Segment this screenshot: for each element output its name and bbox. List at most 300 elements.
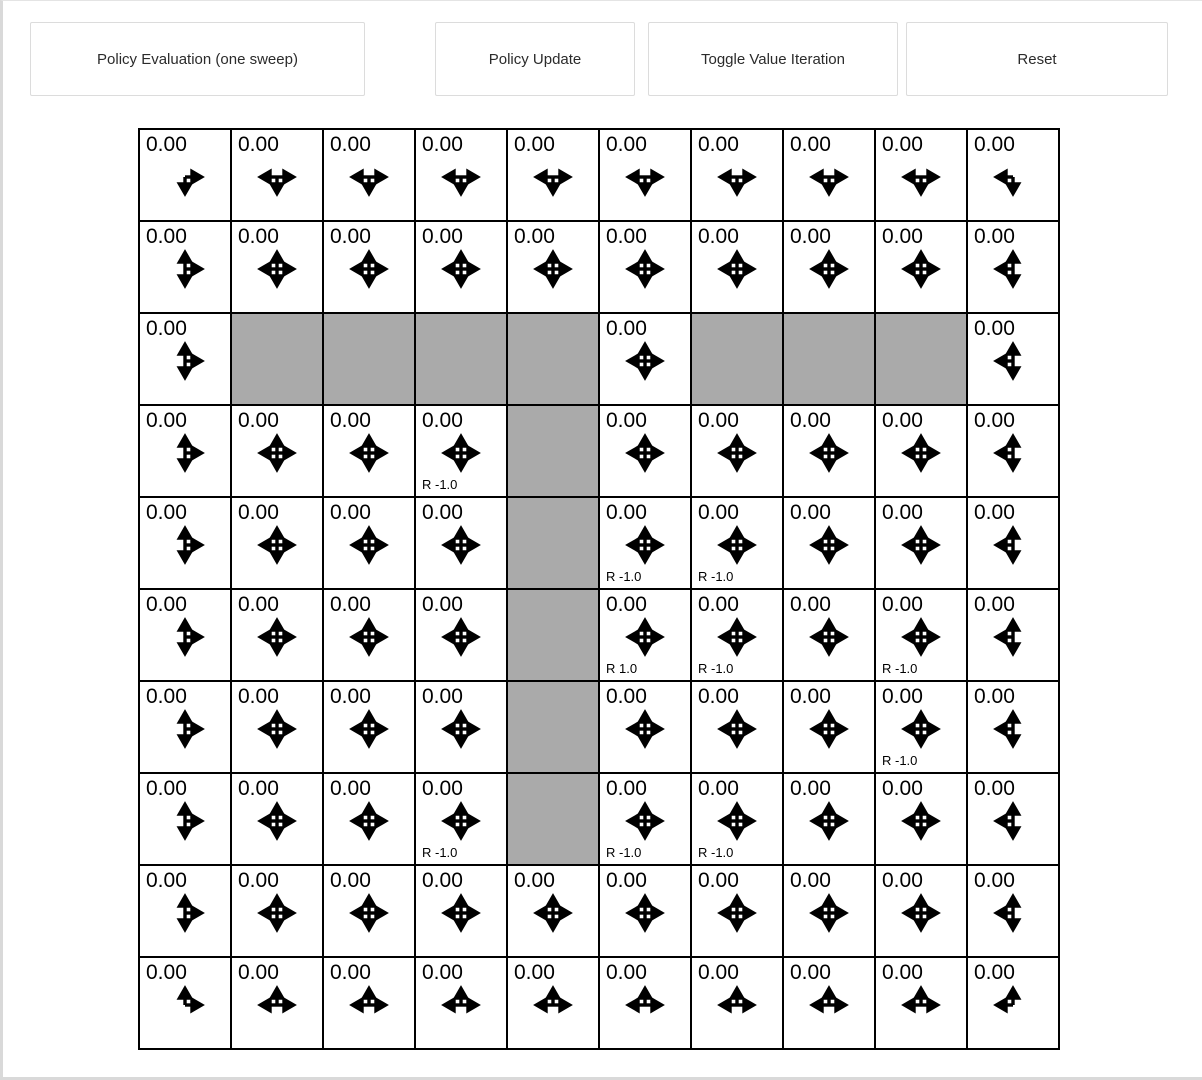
cell-reward: R -1.0 [606,845,642,860]
grid-cell[interactable] [967,681,1059,773]
policy-arrows-icon [324,709,414,749]
grid-cell[interactable] [967,313,1059,405]
cell-value: 0.00 [974,593,1015,616]
policy-arrows-icon [416,893,506,933]
policy-arrows-icon [140,893,230,933]
policy-arrows-icon [140,709,230,749]
cell-value: 0.00 [146,501,187,524]
cell-value: 0.00 [146,133,187,156]
policy-arrows-icon [600,893,690,933]
grid-cell[interactable] [967,221,1059,313]
policy-arrows-icon [324,433,414,473]
grid-cell[interactable] [231,957,323,1049]
cell-value: 0.00 [330,501,371,524]
cell-reward: R -1.0 [422,845,458,860]
policy-arrows-icon [876,617,966,657]
cell-value: 0.00 [238,685,279,708]
cell-value: 0.00 [238,961,279,984]
grid-cell[interactable] [599,129,691,221]
grid-cell[interactable] [323,221,415,313]
policy-arrows-icon [968,157,1058,197]
cell-value: 0.00 [238,501,279,524]
policy-arrows-icon [692,801,782,841]
wall-cell[interactable] [507,405,599,497]
grid-cell[interactable] [139,681,231,773]
policy-arrows-icon [876,709,966,749]
policy-arrows-icon [692,617,782,657]
grid-cell[interactable] [599,589,691,681]
cell-reward: R -1.0 [882,661,918,676]
grid-cell[interactable] [139,221,231,313]
cell-value: 0.00 [330,225,371,248]
cell-value: 0.00 [882,961,923,984]
cell-value: 0.00 [422,133,463,156]
grid-cell[interactable] [415,497,507,589]
policy-evaluation-button[interactable]: Policy Evaluation (one sweep) [30,22,365,96]
policy-arrows-icon [232,893,322,933]
cell-value: 0.00 [882,685,923,708]
grid-cell[interactable] [783,773,875,865]
wall-cell[interactable] [323,313,415,405]
wall-cell[interactable] [783,313,875,405]
policy-arrows-icon [600,801,690,841]
cell-value: 0.00 [238,409,279,432]
policy-arrows-icon [784,249,874,289]
policy-arrows-icon [416,157,506,197]
cell-value: 0.00 [422,593,463,616]
grid-cell[interactable] [783,405,875,497]
cell-value: 0.00 [422,777,463,800]
cell-value: 0.00 [790,685,831,708]
cell-value: 0.00 [882,593,923,616]
policy-arrows-icon [876,801,966,841]
cell-value: 0.00 [330,777,371,800]
wall-cell[interactable] [507,773,599,865]
policy-arrows-icon [416,249,506,289]
wall-cell[interactable] [507,681,599,773]
grid-cell[interactable] [783,221,875,313]
grid-cell[interactable] [875,589,967,681]
grid-cell[interactable] [599,221,691,313]
policy-arrows-icon [968,985,1058,1025]
policy-arrows-icon [140,617,230,657]
policy-arrows-icon [140,525,230,565]
cell-value: 0.00 [698,685,739,708]
policy-arrows-icon [232,709,322,749]
policy-arrows-icon [140,985,230,1025]
policy-arrows-icon [508,985,598,1025]
grid-row [139,773,1059,865]
cell-value: 0.00 [422,225,463,248]
policy-arrows-icon [324,985,414,1025]
cell-value: 0.00 [606,225,647,248]
wall-cell[interactable] [231,313,323,405]
grid-cell[interactable] [507,221,599,313]
policy-arrows-icon [140,433,230,473]
grid-cell[interactable] [691,957,783,1049]
wall-cell[interactable] [507,497,599,589]
policy-arrows-icon [784,801,874,841]
policy-arrows-icon [324,893,414,933]
grid-cell[interactable] [139,589,231,681]
grid-cell[interactable] [231,681,323,773]
cell-value: 0.00 [146,685,187,708]
grid-cell[interactable] [323,129,415,221]
policy-arrows-icon [692,249,782,289]
grid-cell[interactable] [875,865,967,957]
policy-arrows-icon [416,985,506,1025]
cell-value: 0.00 [606,777,647,800]
cell-value: 0.00 [330,685,371,708]
cell-reward: R -1.0 [698,569,734,584]
grid-row [139,957,1059,1049]
policy-arrows-icon [876,157,966,197]
policy-arrows-icon [324,801,414,841]
policy-arrows-icon [324,617,414,657]
grid-cell[interactable] [967,773,1059,865]
cell-value: 0.00 [882,869,923,892]
grid-cell[interactable] [691,405,783,497]
policy-arrows-icon [784,893,874,933]
grid-cell[interactable] [323,405,415,497]
policy-arrows-icon [232,985,322,1025]
cell-value: 0.00 [882,133,923,156]
policy-arrows-icon [784,157,874,197]
cell-value: 0.00 [698,133,739,156]
grid-cell[interactable] [415,957,507,1049]
policy-arrows-icon [600,985,690,1025]
cell-value: 0.00 [238,869,279,892]
policy-arrows-icon [876,249,966,289]
toolbar [30,22,1202,96]
reset-button[interactable]: Reset [906,22,1168,96]
policy-arrows-icon [968,341,1058,381]
policy-arrows-icon [600,433,690,473]
grid-cell[interactable] [875,221,967,313]
policy-arrows-icon [968,433,1058,473]
grid-cell[interactable] [783,497,875,589]
grid-cell[interactable] [691,865,783,957]
grid-cell[interactable] [231,497,323,589]
grid-cell[interactable] [783,865,875,957]
grid-cell[interactable] [967,865,1059,957]
policy-arrows-icon [968,801,1058,841]
cell-value: 0.00 [330,593,371,616]
cell-value: 0.00 [146,777,187,800]
grid-cell[interactable] [415,681,507,773]
policy-arrows-icon [692,525,782,565]
cell-value: 0.00 [606,133,647,156]
cell-value: 0.00 [422,685,463,708]
policy-arrows-icon [232,433,322,473]
cell-value: 0.00 [790,869,831,892]
cell-value: 0.00 [606,409,647,432]
cell-value: 0.00 [882,225,923,248]
grid-cell[interactable] [139,865,231,957]
grid-row [139,405,1059,497]
grid-row [139,497,1059,589]
grid-cell[interactable] [599,957,691,1049]
policy-arrows-icon [232,801,322,841]
cell-value: 0.00 [606,869,647,892]
grid-cell[interactable] [783,589,875,681]
cell-value: 0.00 [146,593,187,616]
cell-value: 0.00 [606,317,647,340]
grid-cell[interactable] [231,221,323,313]
cell-value: 0.00 [146,225,187,248]
grid-row [139,313,1059,405]
grid-cell[interactable] [323,773,415,865]
cell-value: 0.00 [146,869,187,892]
cell-value: 0.00 [146,409,187,432]
policy-arrows-icon [784,433,874,473]
grid-cell[interactable] [967,405,1059,497]
cell-value: 0.00 [974,317,1015,340]
cell-value: 0.00 [974,777,1015,800]
policy-arrows-icon [968,893,1058,933]
grid-row [139,865,1059,957]
grid-cell[interactable] [323,865,415,957]
cell-value: 0.00 [790,961,831,984]
policy-arrows-icon [508,893,598,933]
policy-arrows-icon [784,617,874,657]
cell-reward: R -1.0 [698,845,734,860]
grid-cell[interactable] [875,773,967,865]
policy-arrows-icon [232,525,322,565]
cell-value: 0.00 [882,501,923,524]
grid-cell[interactable] [691,681,783,773]
policy-update-button[interactable]: Policy Update [435,22,635,96]
grid-row [139,129,1059,221]
grid-cell[interactable] [139,405,231,497]
policy-arrows-icon [876,985,966,1025]
grid-row [139,221,1059,313]
cell-value: 0.00 [422,501,463,524]
cell-value: 0.00 [238,225,279,248]
grid-cell[interactable] [599,865,691,957]
cell-value: 0.00 [514,225,555,248]
cell-reward: R -1.0 [698,661,734,676]
cell-value: 0.00 [514,133,555,156]
grid-cell[interactable] [139,773,231,865]
cell-value: 0.00 [238,593,279,616]
grid-cell[interactable] [231,589,323,681]
policy-arrows-icon [140,801,230,841]
policy-arrows-icon [324,249,414,289]
grid-cell[interactable] [415,865,507,957]
grid-row [139,681,1059,773]
grid-cell[interactable] [231,773,323,865]
grid-cell[interactable] [323,497,415,589]
wall-cell[interactable] [507,313,599,405]
cell-value: 0.00 [882,777,923,800]
grid-cell[interactable] [967,129,1059,221]
cell-reward: R -1.0 [882,753,918,768]
cell-value: 0.00 [698,501,739,524]
cell-value: 0.00 [698,593,739,616]
cell-value: 0.00 [974,409,1015,432]
grid-cell[interactable] [783,957,875,1049]
cell-value: 0.00 [146,317,187,340]
grid-body [139,129,1059,1049]
cell-reward: R 1.0 [606,661,638,676]
grid-cell[interactable] [691,773,783,865]
grid-cell[interactable] [139,129,231,221]
wall-cell[interactable] [507,589,599,681]
grid-cell[interactable] [323,957,415,1049]
policy-arrows-icon [416,801,506,841]
grid-cell[interactable] [139,497,231,589]
cell-value: 0.00 [330,409,371,432]
cell-value: 0.00 [974,225,1015,248]
cell-value: 0.00 [974,133,1015,156]
cell-value: 0.00 [974,685,1015,708]
grid-cell[interactable] [599,313,691,405]
cell-value: 0.00 [422,961,463,984]
grid-cell[interactable] [415,773,507,865]
grid-cell[interactable] [691,129,783,221]
cell-value: 0.00 [330,869,371,892]
cell-value: 0.00 [698,961,739,984]
grid-cell[interactable] [415,405,507,497]
grid-cell[interactable] [875,129,967,221]
grid-cell[interactable] [139,957,231,1049]
policy-arrows-icon [876,433,966,473]
policy-arrows-icon [416,433,506,473]
cell-value: 0.00 [422,869,463,892]
policy-arrows-icon [232,617,322,657]
cell-value: 0.00 [330,133,371,156]
grid-cell[interactable] [875,957,967,1049]
policy-arrows-icon [416,709,506,749]
policy-arrows-icon [968,709,1058,749]
grid-cell[interactable] [967,589,1059,681]
grid-cell[interactable] [507,865,599,957]
cell-reward: R -1.0 [606,569,642,584]
grid-cell[interactable] [691,221,783,313]
cell-value: 0.00 [514,869,555,892]
policy-arrows-icon [140,249,230,289]
cell-reward: R -1.0 [422,477,458,492]
policy-arrows-icon [232,249,322,289]
policy-arrows-icon [140,157,230,197]
cell-value: 0.00 [974,869,1015,892]
policy-arrows-icon [140,341,230,381]
policy-arrows-icon [600,249,690,289]
grid-cell[interactable] [967,957,1059,1049]
policy-arrows-icon [600,617,690,657]
policy-arrows-icon [692,157,782,197]
grid-cell[interactable] [323,681,415,773]
policy-arrows-icon [692,709,782,749]
grid-cell[interactable] [599,681,691,773]
gridworld-grid [138,128,1060,1050]
policy-arrows-icon [324,157,414,197]
grid-cell[interactable] [323,589,415,681]
cell-value: 0.00 [698,869,739,892]
cell-value: 0.00 [698,777,739,800]
cell-value: 0.00 [790,225,831,248]
grid-cell[interactable] [507,957,599,1049]
policy-arrows-icon [968,525,1058,565]
cell-value: 0.00 [974,501,1015,524]
grid-cell[interactable] [599,405,691,497]
cell-value: 0.00 [790,409,831,432]
cell-value: 0.00 [238,133,279,156]
policy-arrows-icon [876,893,966,933]
wall-cell[interactable] [875,313,967,405]
cell-value: 0.00 [606,961,647,984]
cell-value: 0.00 [790,777,831,800]
cell-value: 0.00 [330,961,371,984]
policy-arrows-icon [600,341,690,381]
policy-arrows-icon [600,157,690,197]
grid-cell[interactable] [967,497,1059,589]
grid-cell[interactable] [231,129,323,221]
grid-cell[interactable] [875,681,967,773]
toggle-value-iteration-button[interactable]: Toggle Value Iteration [648,22,898,96]
cell-value: 0.00 [606,685,647,708]
wall-cell[interactable] [691,313,783,405]
policy-arrows-icon [692,893,782,933]
grid-cell[interactable] [415,589,507,681]
cell-value: 0.00 [790,593,831,616]
policy-arrows-icon [416,525,506,565]
grid-cell[interactable] [231,865,323,957]
cell-value: 0.00 [698,409,739,432]
cell-value: 0.00 [514,961,555,984]
grid-cell[interactable] [231,405,323,497]
grid-cell[interactable] [875,497,967,589]
policy-arrows-icon [968,249,1058,289]
grid-cell[interactable] [507,129,599,221]
cell-value: 0.00 [974,961,1015,984]
policy-arrows-icon [416,617,506,657]
policy-arrows-icon [232,157,322,197]
policy-arrows-icon [324,525,414,565]
cell-value: 0.00 [238,777,279,800]
grid-cell[interactable] [783,681,875,773]
policy-arrows-icon [600,525,690,565]
policy-arrows-icon [784,985,874,1025]
wall-cell[interactable] [415,313,507,405]
policy-arrows-icon [968,617,1058,657]
grid-cell[interactable] [139,313,231,405]
cell-value: 0.00 [698,225,739,248]
cell-value: 0.00 [606,593,647,616]
policy-arrows-icon [692,433,782,473]
policy-arrows-icon [692,985,782,1025]
grid-row [139,589,1059,681]
cell-value: 0.00 [790,501,831,524]
grid-cell[interactable] [415,221,507,313]
cell-value: 0.00 [146,961,187,984]
cell-value: 0.00 [790,133,831,156]
grid-cell[interactable] [783,129,875,221]
policy-arrows-icon [784,525,874,565]
cell-value: 0.00 [606,501,647,524]
grid-cell[interactable] [691,589,783,681]
grid-cell[interactable] [875,405,967,497]
policy-arrows-icon [600,709,690,749]
grid-cell[interactable] [415,129,507,221]
cell-value: 0.00 [882,409,923,432]
policy-arrows-icon [876,525,966,565]
grid-cell[interactable] [599,773,691,865]
policy-arrows-icon [508,249,598,289]
grid-cell[interactable] [691,497,783,589]
grid-cell[interactable] [599,497,691,589]
